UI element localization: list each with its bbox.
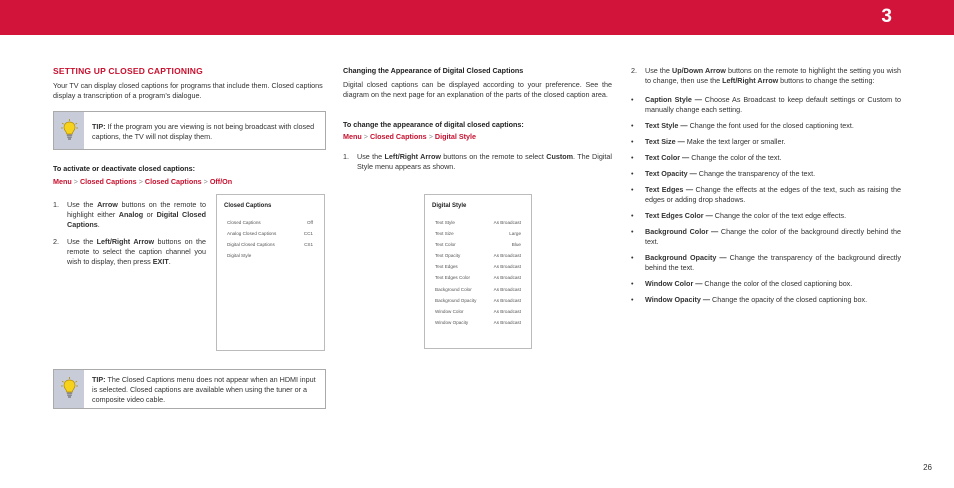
- menu-row-label: Text Opacity: [435, 253, 461, 258]
- bullet-term: Text Style —: [645, 121, 688, 130]
- crumb-closed-captions: Closed Captions: [369, 132, 427, 141]
- bullet-dot: •: [631, 253, 634, 262]
- crumb-separator: >: [363, 132, 368, 141]
- step-text: Use the: [357, 152, 385, 161]
- tip-box-1: [53, 111, 326, 150]
- right-column: [631, 66, 901, 305]
- crumb-separator: >: [138, 177, 143, 186]
- bullet-desc: Change the effects at the edges of the text, such as raising the edges or adding drop shadows.: [645, 185, 901, 204]
- menu-row-value: As Broadcast: [493, 320, 521, 325]
- bullet-term: Text Edges —: [645, 185, 694, 194]
- bullet-text-style: [631, 121, 901, 131]
- step-bold: Analog: [118, 210, 144, 219]
- bullet-caption-style: [631, 95, 901, 115]
- step-text: .: [97, 220, 100, 229]
- menu-row-label: Text Edges: [435, 264, 458, 269]
- bullet-text-size: [631, 137, 901, 147]
- step-number: 2.: [631, 66, 637, 75]
- menu-row-label: Digital Closed Captions: [227, 242, 275, 247]
- crumb-separator: >: [428, 132, 433, 141]
- bullet-dot: •: [631, 95, 634, 104]
- menu-row-value: As Broadcast: [493, 220, 521, 225]
- bullet-background-opacity: [631, 253, 901, 273]
- crumb-closed-captions-2: Closed Captions: [144, 177, 202, 186]
- activate-instructions: [53, 164, 325, 187]
- bullet-dot: •: [631, 137, 634, 146]
- bullet-dot: •: [631, 227, 634, 236]
- step-text: buttons on the remote to select: [440, 152, 547, 161]
- middle-column: [343, 66, 612, 172]
- bullet-text-color: [631, 153, 901, 163]
- menu-row-label: Text Size: [435, 231, 454, 236]
- bullet-term: Text Size —: [645, 137, 685, 146]
- closed-captions-menu: [216, 194, 325, 351]
- bullet-desc: Change the color of the background directly behind the text.: [645, 227, 901, 246]
- section-heading: SETTING UP CLOSED CAPTIONING: [53, 66, 203, 76]
- menu-row-label: Window Color: [435, 309, 464, 314]
- bullet-desc: Change the transparency of the background directly behind the text.: [645, 253, 901, 272]
- lightbulb-icon: [61, 377, 78, 399]
- menu-row-value: As Broadcast: [493, 298, 521, 303]
- tip-body: If the program you are viewing is not being broadcast with closed captions, the TV will not display them.: [92, 122, 315, 141]
- bullet-term: Background Opacity —: [645, 253, 727, 262]
- menu-row-value: As Broadcast: [493, 264, 521, 269]
- menu-row-label: Closed Captions: [227, 220, 261, 225]
- menu-row-value: CC1: [303, 231, 313, 236]
- step-bold: Up/Down Arrow: [672, 66, 726, 75]
- step-number: 1.: [343, 152, 349, 161]
- bullet-desc: Change the transparency of the text.: [696, 169, 816, 178]
- bullet-dot: •: [631, 169, 634, 178]
- tip-text-2: [92, 375, 317, 405]
- step-bold: Left/Right Arrow: [96, 237, 155, 246]
- bullet-desc: Make the text larger or smaller.: [684, 137, 786, 146]
- menu-path-breadcrumb: [343, 132, 612, 142]
- step-text: Use the: [67, 200, 98, 209]
- bullet-dot: •: [631, 295, 634, 304]
- bullet-term: Text Opacity —: [645, 169, 697, 178]
- bullet-text-edges-color: [631, 211, 901, 221]
- bullet-term: Caption Style —: [645, 95, 702, 104]
- menu-row-value: Large: [509, 231, 521, 236]
- intro-paragraph: Your TV can display closed captions for programs that include them. Closed captions display a transcription of a program’s dialogue.: [53, 81, 323, 100]
- bullet-desc: Change the font used for the closed captioning text.: [687, 121, 854, 130]
- menu-row-value: As Broadcast: [493, 253, 521, 258]
- step-2: [631, 66, 901, 86]
- menu-row-label: Text Edges Color: [435, 275, 470, 280]
- bullet-window-opacity: [631, 295, 901, 305]
- bullet-window-color: [631, 279, 901, 289]
- menu-row-label: Text Style: [435, 220, 455, 225]
- menu-row-label: Analog Closed Captions: [227, 231, 277, 236]
- menu-row-label: Window Opacity: [435, 320, 469, 325]
- step-bold: EXIT: [152, 257, 169, 266]
- bullet-desc: Choose As Broadcast to keep default settings or Custom to manually change each setting.: [645, 95, 901, 114]
- menu-row-label: Digital Style: [227, 253, 252, 258]
- step-text: or: [143, 210, 157, 219]
- crumb-digital-style: Digital Style: [434, 132, 477, 141]
- step-1: [53, 200, 206, 230]
- crumb-menu: Menu: [53, 177, 72, 186]
- bullet-background-color: [631, 227, 901, 247]
- step-bold: Left/Right Arrow: [722, 76, 779, 85]
- step-text: buttons to change the setting:: [778, 76, 875, 85]
- step-text: Use the: [67, 237, 97, 246]
- bullet-text-edges: [631, 185, 901, 205]
- crumb-closed-captions: Closed Captions: [79, 177, 137, 186]
- step-number: 1.: [53, 200, 59, 209]
- step-bold: Left/Right Arrow: [384, 152, 441, 161]
- step-bold: Arrow: [97, 200, 118, 209]
- tip-label: TIP:: [92, 375, 106, 384]
- step-bold: Custom: [546, 152, 574, 161]
- bullet-term: Text Color —: [645, 153, 690, 162]
- crumb-menu: Menu: [343, 132, 362, 141]
- activate-heading: To activate or deactivate closed captions:: [53, 164, 196, 173]
- tip-box-2: [53, 369, 326, 409]
- bullet-desc: Change the color of the closed captioning box.: [702, 279, 853, 288]
- bullet-dot: •: [631, 185, 634, 194]
- lightbulb-icon: [61, 119, 78, 141]
- menu-title: Closed Captions: [224, 203, 272, 209]
- bullet-term: Background Color —: [645, 227, 719, 236]
- step-text: buttons on the remote to highlight either: [67, 200, 206, 219]
- menu-row-label: Text Color: [435, 242, 456, 247]
- page-number: 26: [923, 463, 932, 472]
- middle-intro: Digital closed captions can be displayed according to your preference. See the diagram on the next page for an explanation of the parts of the closed caption area.: [343, 80, 612, 99]
- bullet-dot: •: [631, 279, 634, 288]
- chapter-banner: [0, 0, 954, 35]
- bullet-dot: •: [631, 211, 634, 220]
- bullet-desc: Change the color of the text.: [689, 153, 782, 162]
- step-1: [343, 152, 612, 172]
- left-column: [53, 66, 325, 101]
- menu-row-value: As Broadcast: [493, 309, 521, 314]
- menu-row-value: Blue: [511, 242, 521, 247]
- tip-bar: [54, 112, 84, 149]
- activate-steps: [53, 200, 206, 267]
- bullet-text-opacity: [631, 169, 901, 179]
- step-text: Use the: [645, 66, 673, 75]
- digital-style-menu: [424, 194, 532, 349]
- bullet-desc: Change the opacity of the closed captioning box.: [710, 295, 868, 304]
- bullet-dot: •: [631, 153, 634, 162]
- menu-row-label: Background Color: [435, 287, 472, 292]
- menu-row-value: CS1: [304, 242, 313, 247]
- step-text: buttons on the remote to select the caption channel you wish to display, then press: [67, 237, 206, 266]
- step-text: .: [168, 257, 171, 266]
- menu-row-value: Off: [306, 220, 313, 225]
- bullet-desc: Change the color of the text edge effects.: [712, 211, 847, 220]
- menu-row-label: Background Opacity: [435, 298, 477, 303]
- step-bold: Digital Closed Captions: [67, 210, 206, 229]
- menu-path-breadcrumb: [53, 177, 325, 187]
- menu-title: Digital Style: [432, 203, 467, 209]
- step-number: 2.: [53, 237, 59, 246]
- tip-label: TIP:: [92, 122, 106, 131]
- tip-bar: [54, 370, 84, 408]
- crumb-separator: >: [73, 177, 78, 186]
- tip-body: The Closed Captions menu does not appear when an HDMI input is selected. Closed captions are available when using the tuner or a composite video cable.: [92, 375, 316, 404]
- step-text: buttons on the remote to highlight the setting you wish to change, then use the: [645, 66, 901, 85]
- menu-row-value: As Broadcast: [493, 287, 521, 292]
- bullet-term: Window Opacity —: [645, 295, 711, 304]
- step-2: [53, 237, 206, 267]
- chapter-number: 3: [881, 6, 892, 27]
- tip-text-1: [92, 122, 317, 142]
- bullet-term: Text Edges Color —: [645, 211, 713, 220]
- step-text: . The Digital Style menu appears as shown.: [357, 152, 613, 171]
- bullet-term: Window Color —: [645, 279, 703, 288]
- crumb-separator: >: [203, 177, 208, 186]
- subsection-heading: Changing the Appearance of Digital Closed Captions: [343, 66, 524, 75]
- menu-row-value: As Broadcast: [493, 275, 521, 280]
- bullet-dot: •: [631, 121, 634, 130]
- change-heading: To change the appearance of digital closed captions:: [343, 120, 524, 129]
- crumb-off-on: Off/On: [209, 177, 233, 186]
